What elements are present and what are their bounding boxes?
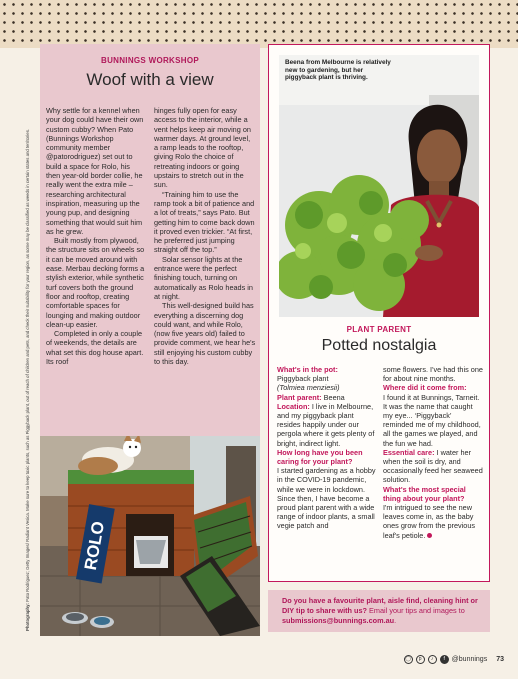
section-kicker: PLANT PARENT — [346, 325, 412, 334]
answer: I water her when the soil is dry, and occasionally feed her seaweed solution. — [383, 447, 483, 485]
dog-house-photo — [40, 436, 260, 636]
question: What's the most special thing about your plant? — [383, 484, 466, 503]
submission-callout — [268, 590, 490, 632]
question: How long have you been caring for your plant? — [277, 447, 363, 467]
pegboard-background — [0, 0, 518, 48]
article-column-2 — [154, 106, 256, 366]
credit-text: Pato Rodriguez; Getty Images/ Radiant Vesica. Make sure to keep toxic plants, such as Piggyback plant, out of reach of children and pets, and check their suitability for your region, as some may be classified as weeds in certain states and territories. — [25, 128, 30, 602]
plant-parent-article — [268, 44, 490, 582]
callout-end: . — [394, 616, 397, 625]
submission-email-link[interactable]: submissions@bunnings.com.au — [282, 616, 395, 625]
question: Essential care: — [383, 447, 435, 457]
page-number: 73 — [496, 655, 504, 663]
question: Location: — [277, 401, 310, 411]
answer: I'm intrigued to see the new leaves come in, as the baby ones grow from the previous leaf's petiole. — [383, 503, 476, 540]
paragraph: Why settle for a kennel when your dog could have their own custom cubby? When Pato (Bunnings Workshop community member @patorodriguez) set out to build a space for Rolo, his then year-old border collie, he really went the extra mile – researching architectural inspiration, measuring up the young pup, and designing something that would suit him as he grew. — [46, 106, 144, 236]
tiktok-icon[interactable]: ♪ — [428, 655, 437, 664]
pinterest-icon[interactable]: p — [416, 655, 425, 664]
article-column-1 — [46, 106, 146, 366]
paragraph: This well-designed build has everything a discerning dog could want, and while Rolo, (now five years old) failed to provide comment, we hear he's still enjoying his custom cubby to this day. — [154, 301, 256, 367]
answer: I found it at Bunnings, Tarneit. It was the name that caught my eye... ‘Piggyback’ reminded me of my childhood, all the games we played, and the fun we had. — [383, 392, 481, 448]
article-title: Woof with a view — [86, 70, 214, 89]
facebook-icon[interactable]: f — [440, 655, 449, 664]
qa-column-2 — [383, 365, 483, 540]
answer: some flowers. I've had this one for about nine months. — [383, 365, 483, 384]
answer: Piggyback plant — [277, 374, 329, 384]
callout-body: Email your tips and images to — [367, 606, 465, 615]
question: What's in the pot: — [277, 365, 338, 374]
answer: Beena — [323, 392, 345, 402]
photo-credit — [18, 128, 32, 636]
callout-text — [282, 596, 482, 626]
beena-portrait-photo — [279, 55, 479, 317]
paragraph: Solar sensor lights at the entrance were the perfect finishing touch, turning on automatically as Rolo heads in at night. — [154, 254, 253, 301]
end-mark-icon — [427, 533, 432, 538]
answer: I live in Melbourne, and my piggyback plant resides happily under our pergola where it gets plenty of bright, indirect light. — [277, 401, 375, 448]
page-footer — [404, 654, 504, 664]
credit-label: Photography: — [25, 603, 30, 631]
qa-column-1 — [277, 365, 377, 531]
question: Plant parent: — [277, 392, 322, 402]
woof-article — [40, 44, 260, 436]
instagram-icon[interactable]: ◯ — [405, 655, 411, 662]
section-kicker: BUNNINGS WORKSHOP — [101, 56, 199, 65]
paragraph: “Training him to use the ramp took a bit of patience and a lot of treats,” says Pato. But getting him to come back down it proved even trickier. “At first, he preferred just jumping straight off the top.” — [154, 189, 255, 255]
paragraph: Built mostly from plywood, the structure sits on wheels so it can be moved around with ease. Merbau decking forms a stylish exterior, while synthetic turf covers both the ground floor and rooftop, creating comfortable spaces for lounging and making outdoor clean-up easier. — [46, 236, 145, 329]
answer: (Tolmiea menziesii) — [277, 383, 340, 393]
house-sign-text: ROLO — [80, 519, 109, 572]
question: Where did it come from: — [383, 383, 467, 393]
photo-caption: Beena from Melbourne is relatively new to gardening, but her piggyback plant is thriving. — [285, 59, 391, 82]
paragraph: hinges fully open for easy access to the interior, while a vent helps keep air moving on warmer days. At ground level, a ramp leads to the rooftop, giving Rolo the choice of retreating indoors or going upstairs to stretch out in the sun. — [154, 106, 251, 190]
answer: I started gardening as a hobby in the COVID-19 pandemic, while we were in lockdown. Since then, I have become a proud plant parent with a wide range of indoor plants, a small vegie patch and — [277, 466, 376, 531]
paragraph: Completed in only a couple of weekends, the details are what set this dog house apart. Its roof — [46, 329, 144, 367]
social-handle[interactable]: @bunnings — [451, 655, 488, 663]
article-title: Potted nostalgia — [321, 337, 437, 354]
callout-question: Do you have a favourite plant, aisle find, cleaning hint or DIY tip to share with us? — [282, 596, 478, 615]
